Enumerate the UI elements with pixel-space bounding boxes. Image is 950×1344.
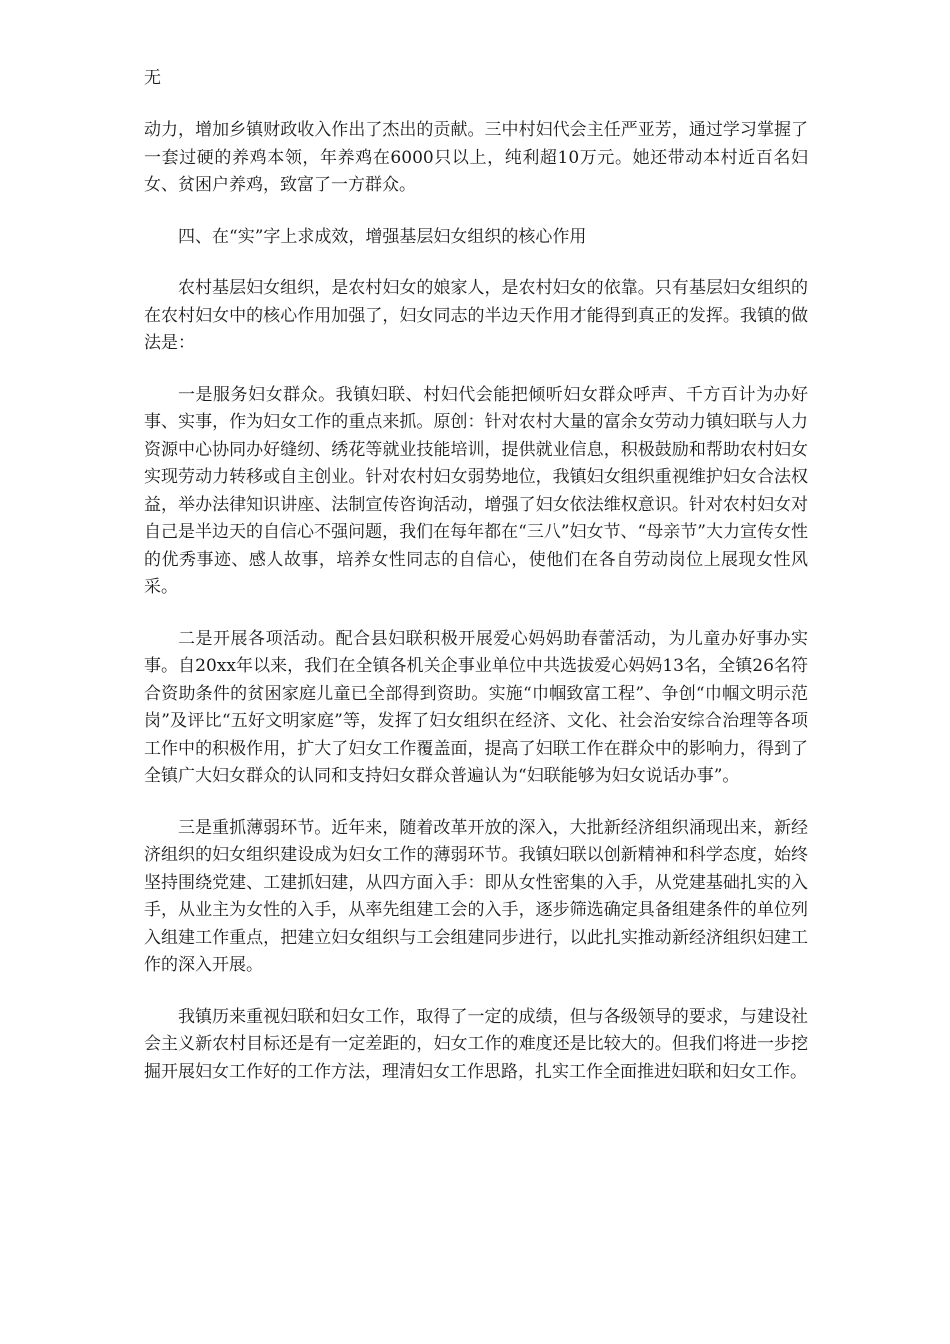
section-heading: 四、在“实”字上求成效，增强基层妇女组织的核心作用 <box>178 226 587 247</box>
paragraph-continued: 动力，增加乡镇财政收入作出了杰出的贡献。三中村妇代会主任严亚芳，通过学习掌握了一套过硬的养鸡本领，年养鸡在6000只以上，纯利超10万元。她还带动本村近百名妇女、贫困户养鸡，致富了一方群众。 <box>144 120 808 195</box>
paragraph-intro: 农村基层妇女组织，是农村妇女的娘家人，是农村妇女的依靠。只有基层妇女组织的在农村妇女中的核心作用加强了，妇女同志的半边天作用才能得到真正的发挥。我镇的做法是： <box>144 278 808 353</box>
paragraph-weak-links: 三是重抓薄弱环节。近年来，随着改革开放的深入，大批新经济组织涌现出来，新经济组织的妇女组织建设成为妇女工作的薄弱环节。我镇妇联以创新精神和科学态度，始终坚持围绕党建、工建抓妇建，从四方面入手：即从女性密集的入手，从党建基础扎实的入手，从业主为女性的入手，从率先组建工会的入手，逐步筛选确定具备组建条件的单位列入组建工作重点，把建立妇女组织与工会组建同步进行，以此扎实推动新经济组织妇建工作的深入开展。 <box>144 817 808 975</box>
document-body <box>144 117 808 1110</box>
page-header: 无 <box>144 68 161 88</box>
paragraph-conclusion: 我镇历来重视妇联和妇女工作，取得了一定的成绩，但与各级领导的要求，与建设社会主义新农村目标还是有一定差距的，妇女工作的难度还是比较大的。但我们将进一步挖掘开展妇女工作好的工作方法，理清妇女工作思路，扎实工作全面推进妇联和妇女工作。 <box>144 1006 808 1082</box>
paragraph-serve-women: 一是服务妇女群众。我镇妇联、村妇代会能把倾听妇女群众呼声、千方百计为办好事、实事，作为妇女工作的重点来抓。原创：针对农村大量的富余女劳动力镇妇联与人力资源中心协同办好缝纫、绣花等就业技能培训，提供就业信息，积极鼓励和帮助农村妇女实现劳动力转移或自主创业。针对农村妇女弱势地位，我镇妇女组织重视维护妇女合法权益，举办法律知识讲座、法制宣传咨询活动，增强了妇女依法维权意识。针对农村妇女对自己是半边天的自信心不强问题，我们在每年都在“三八”妇女节、“母亲节”大力宣传女性的优秀事迹、感人故事，培养女性同志的自信心，使他们在各自劳动岗位上展现女性风采。 <box>144 384 808 597</box>
paragraph-activities: 二是开展各项活动。配合县妇联积极开展爱心妈妈助春蕾活动，为儿童办好事办实事。自20xx年以来，我们在全镇各机关企事业单位中共选拔爱心妈妈13名，全镇26名符合资助条件的贫困家庭儿童已全部得到资助。实施“巾帼致富工程”、争创“巾帼文明示范岗”及评比“五好文明家庭”等，发挥了妇女组织在经济、文化、社会治安综合治理等各项工作中的积极作用，扩大了妇女工作覆盖面，提高了妇联工作在群众中的影响力，得到了全镇广大妇女群众的认同和支持妇女群众普遍认为“妇联能够为妇女说话办事”。 <box>144 628 808 786</box>
